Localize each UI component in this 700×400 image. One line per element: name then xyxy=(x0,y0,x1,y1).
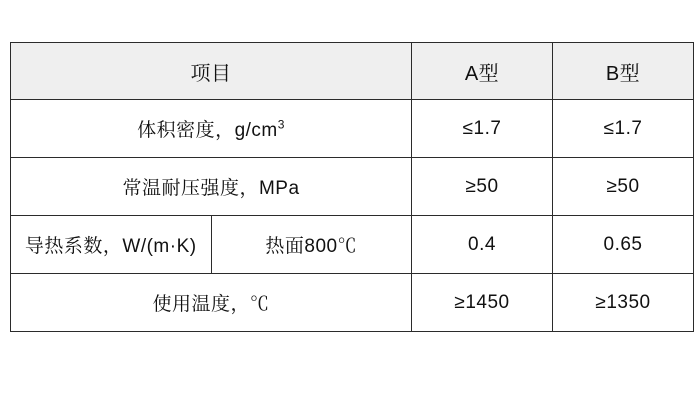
cell-temperature-type-b: ≥1350 xyxy=(553,274,694,332)
cell-strength-type-a: ≥50 xyxy=(412,158,553,216)
cell-thermal-type-a: 0.4 xyxy=(412,216,553,274)
table-row xyxy=(11,274,694,332)
header-cell-type-b: B型 xyxy=(553,43,694,100)
cell-density-type-b: ≤1.7 xyxy=(553,100,694,158)
cell-density-type-a: ≤1.7 xyxy=(412,100,553,158)
table-row xyxy=(11,158,694,216)
cell-thermal-type-b: 0.65 xyxy=(553,216,694,274)
specification-table xyxy=(10,42,694,332)
cell-property-thermal-conductivity: 导热系数，W/(m·K) xyxy=(11,216,212,274)
header-cell-type-a: A型 xyxy=(412,43,553,100)
table-row xyxy=(11,216,694,274)
density-label: 体积密度，g/cm xyxy=(137,120,278,141)
cell-property-service-temperature: 使用温度，℃ xyxy=(11,274,412,332)
cell-property-density xyxy=(11,100,412,158)
table-row xyxy=(11,100,694,158)
table-header-row xyxy=(11,43,694,100)
cell-thermal-condition: 热面800℃ xyxy=(211,216,412,274)
cell-temperature-type-a: ≥1450 xyxy=(412,274,553,332)
header-cell-item: 项目 xyxy=(11,43,412,100)
cell-property-compressive-strength: 常温耐压强度，MPa xyxy=(11,158,412,216)
density-exponent: 3 xyxy=(277,117,285,132)
cell-strength-type-b: ≥50 xyxy=(553,158,694,216)
